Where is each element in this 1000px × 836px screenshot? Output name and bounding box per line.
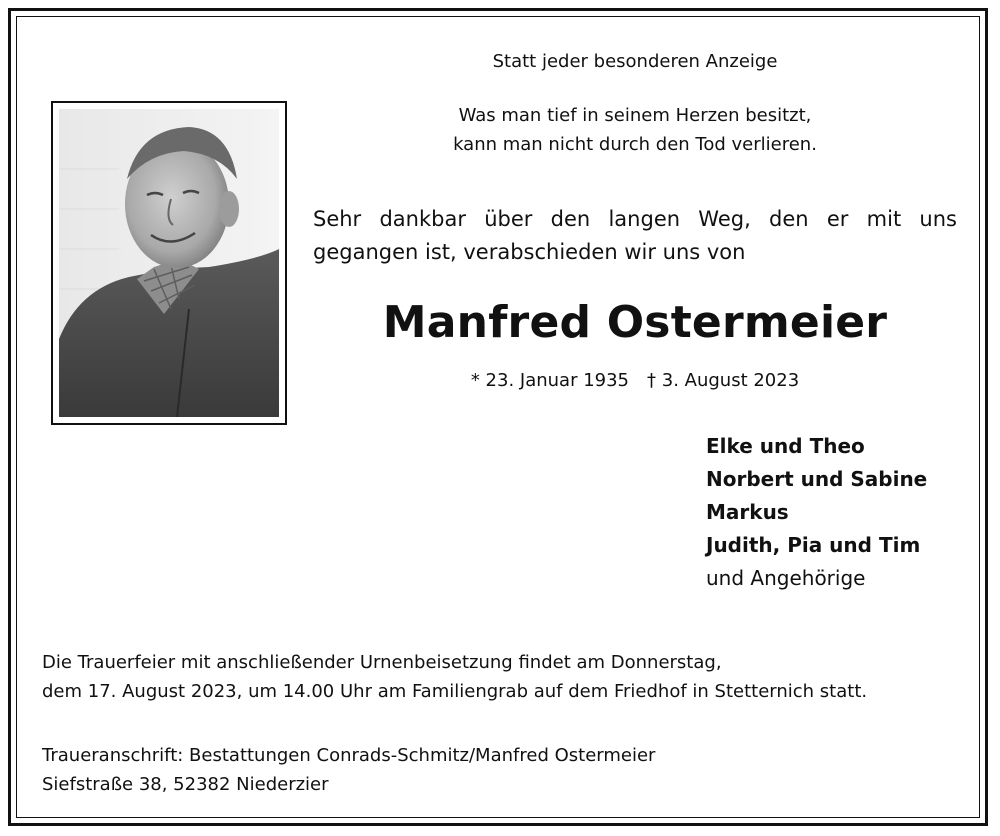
mourner-relatives: und Angehörige [706, 566, 866, 590]
mourner: Elke und Theo [706, 434, 865, 458]
portrait-image [59, 109, 279, 417]
ceremony-line-1: Die Trauerfeier mit anschließender Urnenbeisetzung findet am Donnerstag, [42, 652, 722, 673]
life-dates [330, 369, 940, 393]
address-line-1: Traueranschrift: Bestattungen Conrads-Schmitz/Manfred Ostermeier [42, 745, 656, 766]
mourners-list [706, 430, 927, 595]
birth-date: * 23. Januar 1935 [470, 370, 630, 391]
death-date: † 3. August 2023 [647, 370, 800, 391]
deceased-name: Manfred Ostermeier [382, 297, 888, 348]
mourner: Norbert und Sabine [706, 467, 928, 491]
mourner: Markus [706, 500, 789, 524]
motto-line-1: Was man tief in seinem Herzen besitzt, [458, 105, 812, 126]
intro-line: Statt jeder besonderen Anzeige [492, 51, 778, 72]
motto-line-2: kann man nicht durch den Tod verlieren. [453, 134, 817, 155]
mourner: Judith, Pia und Tim [706, 533, 921, 557]
address-line-2: Siefstraße 38, 52382 Niederzier [42, 774, 329, 795]
portrait-photo [51, 101, 287, 425]
intro-text-line-1: Sehr dankbar über den langen Weg, den er mit uns [313, 207, 957, 231]
ceremony-line-2: dem 17. August 2023, um 14.00 Uhr am Familiengrab auf dem Friedhof in Stetternich statt. [42, 681, 868, 702]
intro-text-line-2: gegangen ist, verabschieden wir uns von [313, 240, 746, 264]
